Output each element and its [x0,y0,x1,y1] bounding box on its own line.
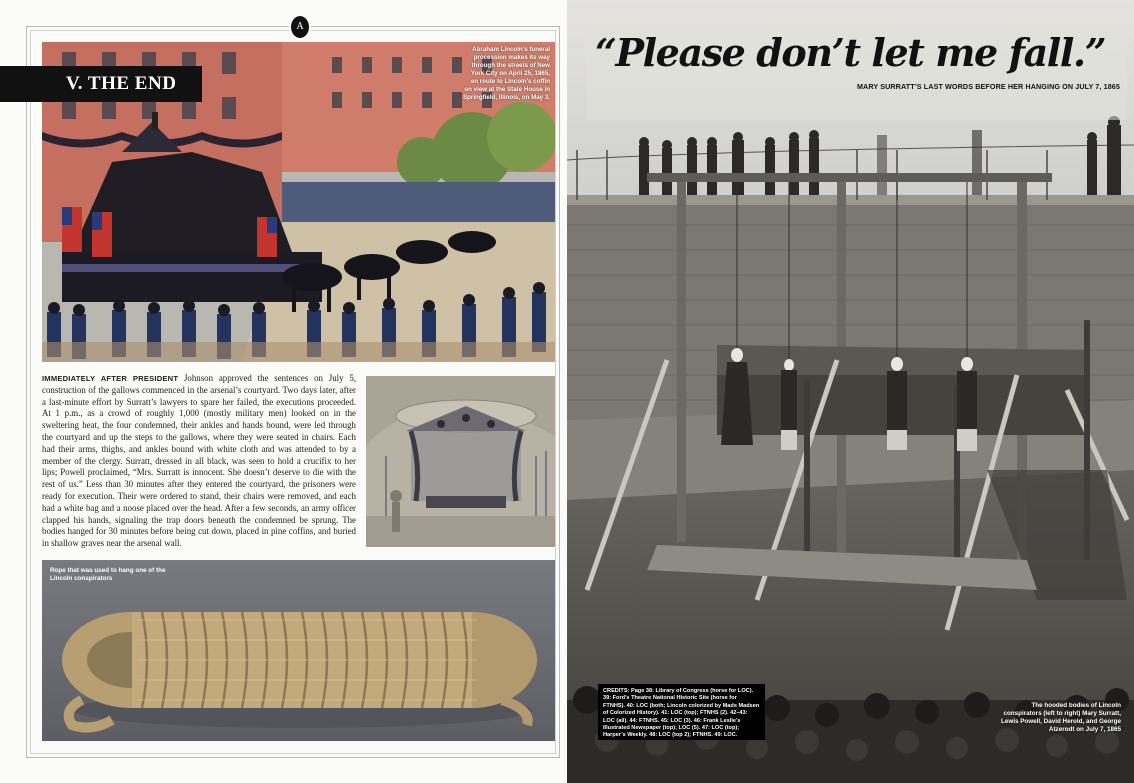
rope-image [42,560,555,741]
article-body [42,373,356,550]
photo-credits: CREDITS: Page 38: Library of Congress (horse for LOC). 39: Ford’s Theatre National Historic Site (horse for FTNHS). 40: LOC (both; Lincoln colorized by Mads Madsen of Colorized History). 41: LOC (top); FTNHS (2). 42–43: LOC (all). 44: FTNHS. 45: LOC (3). 46: Frank Leslie’s Illustrated Newspaper (top); LOC (5). 47: LOC (top); Harper’s Weekly. 48: LOC (top 2); FTNHS. 49: LOC. [598,684,765,740]
section-banner: V. THE END [0,66,202,102]
hanging-photo-caption: The hooded bodies of Lincoln conspirators (left to right) Mary Surratt, Lewis Powell, David Herold, and George Atzerodt on July 7, 1865 [1000,702,1121,733]
article-lead-in: IMMEDIATELY AFTER PRESIDENT [42,374,179,383]
coffin-sketch-image [366,376,555,547]
funeral-photo-caption: Abraham Lincoln’s funeral procession makes its way through the streets of New York City on April 25, 1865, en route to Lincoln’s coffin on view at the State House in Springfield, Illinois, on May 3. [463,46,550,101]
quote-attribution: MARY SURRATT’S LAST WORDS BEFORE HER HANGING ON JULY 7, 1865 [856,82,1120,91]
emblem-icon: A [289,14,311,40]
pull-quote: “Please don’t let me fall.” [595,30,1106,75]
article-body-text: Johnson approved the sentences on July 5, construction of the gallows commenced in the arsenal’s courtyard. Two days later, after a last-minute effort by Surratt’s lawyers to spare her failed, the executions proceeded. At 1 p.m., as a crowd of roughly 1,000 (mostly military men) looked on in the sweltering heat, the four condemned, their ankles and hands bound, were led through the courtyard and up the steps to the gallows, where they were seated in chairs. Each had their arms, thighs, and ankles bound with white cloth and was attended to by a member of the clergy. Surratt, dressed in all black, was seen to hold a crucifix to her lips; Powell proclaimed, “Mrs. Surratt is innocent. She doesn’t deserve to die with the rest of us.” Less than 30 minutes after they entered the courtyard, the prisoners were ready for execution. Their were ordered to stand, their chairs were removed, and each had a white bag and a noose placed over the head. After a few seconds, an army officer clapped his hands, signaling the trap doors beneath the condemned be sprung. The bodies hanged for 30 minutes before being cut down, placed in pine coffins, and buried in shallow graves near the arsenal wall. [42,373,356,549]
right-page [567,0,1134,783]
hanging-photo [567,0,1134,783]
rope-caption: Rope that was used to hang one of the Lincoln conspirators [50,567,166,582]
